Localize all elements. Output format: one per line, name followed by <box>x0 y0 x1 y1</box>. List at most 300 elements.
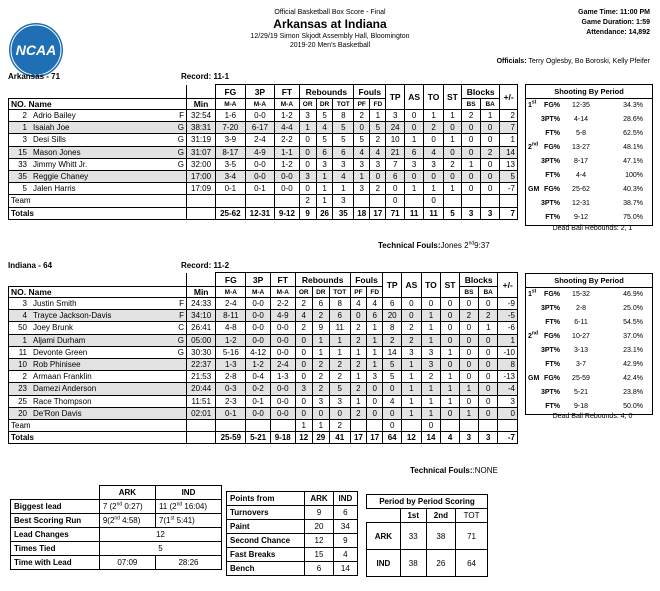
cell: 1 <box>421 322 441 334</box>
indiana-period-shooting <box>525 273 653 415</box>
cell: 1 <box>367 346 383 358</box>
technical-fouls <box>378 241 490 250</box>
cell: 1-6 <box>216 110 246 122</box>
stat-label: FG% <box>544 333 560 340</box>
points-from-row <box>227 506 358 520</box>
cell: 1 <box>401 358 421 370</box>
cell: 2-8 <box>216 371 246 383</box>
cell: 17 <box>350 432 366 444</box>
cell: OR <box>295 287 312 298</box>
player-row <box>9 158 518 170</box>
cell: 0 <box>299 134 316 146</box>
jersey-number: 2 <box>22 111 27 121</box>
cell: AS <box>404 85 424 110</box>
cell: 2-4 <box>245 134 275 146</box>
cell: M-A <box>216 287 246 298</box>
player-row <box>9 407 518 419</box>
cell: 3-5 <box>216 158 246 170</box>
cell: 3 <box>480 207 499 219</box>
cell: 2 <box>295 298 312 310</box>
row-label: Fast Breaks <box>227 548 305 562</box>
cell: 5 <box>316 110 333 122</box>
cell: 0 <box>478 346 498 358</box>
cell: 1-3 <box>270 371 295 383</box>
cell: 0 <box>350 310 366 322</box>
cell: 2 <box>480 146 499 158</box>
cell: 1 <box>421 383 441 395</box>
ark-value: 12 <box>305 534 333 548</box>
cell: 5 <box>383 358 402 370</box>
cell: 0 <box>367 383 383 395</box>
cell: 5 <box>443 207 461 219</box>
cell: 1 <box>441 346 460 358</box>
player-name: Devonte Green <box>33 347 88 357</box>
period-row <box>526 288 652 302</box>
jersey-number: 20 <box>18 408 27 418</box>
cell: DR <box>316 99 333 110</box>
player-row <box>9 183 518 195</box>
cell: 4 <box>383 395 402 407</box>
ark-value: 6 <box>305 562 333 576</box>
position: G <box>177 147 184 157</box>
cell: 0 <box>459 395 478 407</box>
cell: 12-31 <box>245 207 275 219</box>
game-duration: Game Duration: 1:59 <box>581 19 650 26</box>
cell: 0-1 <box>216 183 246 195</box>
position: G <box>177 123 184 133</box>
cell: 0 <box>404 122 424 134</box>
cell: 0 <box>459 371 478 383</box>
cell: FD <box>370 99 386 110</box>
cell: 5-16 <box>216 346 246 358</box>
cell: TP <box>386 85 404 110</box>
cell: 5 <box>383 371 402 383</box>
cell: 21:53 <box>187 371 216 383</box>
date-venue: 12/29/19 Simon Skjodt Assembly Hall, Bloomington <box>250 33 410 40</box>
cell: 5 <box>333 122 354 134</box>
cell: 1 <box>478 322 498 334</box>
cell: +/- <box>500 85 518 110</box>
cell: 0-0 <box>246 298 271 310</box>
cell: 30:30 <box>187 346 216 358</box>
cell: 4-4 <box>275 122 299 134</box>
cell: 1 <box>480 110 499 122</box>
arkansas-teamline <box>8 72 508 84</box>
cell: 3 <box>354 183 370 195</box>
team-record: Record: 11-1 <box>181 72 230 81</box>
stat-label: 3PT% <box>540 347 560 354</box>
row-label: Times Tied <box>11 542 100 556</box>
stat-ma: 4-14 <box>573 116 588 123</box>
matchup-title: Arkansas at Indiana <box>273 17 387 31</box>
col-name: NO. Name <box>9 287 187 298</box>
cell: 2 <box>401 322 421 334</box>
scoring-run-ark: 9(2nd 4:58) <box>99 514 155 528</box>
cell: 8 <box>383 322 402 334</box>
cell: BS <box>462 99 481 110</box>
row-label: Second Chance <box>227 534 305 548</box>
biggest-lead-ind: 11 (2nd 16:04) <box>155 500 221 514</box>
col-1st: 1st <box>400 509 426 523</box>
cell: 0 <box>480 170 499 182</box>
cell: 3 <box>421 346 441 358</box>
cell: 3 <box>370 158 386 170</box>
cell: 0 <box>459 346 478 358</box>
cell: M-A <box>245 99 275 110</box>
cell: 1 <box>443 110 461 122</box>
cell: 10 <box>386 134 404 146</box>
cell: 3 <box>462 207 481 219</box>
cell: 1 <box>421 310 441 322</box>
cell: 4 <box>316 122 333 134</box>
cell: 0 <box>424 170 443 182</box>
cell: 1 <box>401 371 421 383</box>
cell: 0 <box>421 298 441 310</box>
cell: 6 <box>383 298 402 310</box>
cell: 6-17 <box>245 122 275 134</box>
cell: 2 <box>329 419 350 431</box>
player-row <box>9 322 518 334</box>
cell: BS <box>459 287 478 298</box>
stat-label: FT% <box>545 214 560 221</box>
stat-label: 3PT% <box>540 116 560 123</box>
cell: 3 <box>299 110 316 122</box>
cell: 1 <box>441 395 460 407</box>
cell: 1 <box>459 407 478 419</box>
position: F <box>179 299 184 309</box>
stat-pct: 46.9% <box>623 291 643 298</box>
cell: 5 <box>354 134 370 146</box>
ark-value: 15 <box>305 548 333 562</box>
cell: 0 <box>478 383 498 395</box>
cell: 25-59 <box>216 432 246 444</box>
totals-row <box>9 207 518 219</box>
period-label: 1st <box>528 288 537 298</box>
points-from-row <box>227 548 358 562</box>
player-row <box>9 134 518 146</box>
cell: 4-12 <box>246 346 271 358</box>
cell: 1 <box>404 134 424 146</box>
cell: 9 <box>312 322 329 334</box>
period-row <box>526 386 652 400</box>
cell: 2 <box>370 183 386 195</box>
cell: FD <box>367 287 383 298</box>
stat-pct: 50.0% <box>623 403 643 410</box>
header-ark: ARK <box>99 486 155 500</box>
cell: 9-12 <box>275 207 299 219</box>
cell: Blocks <box>462 85 500 99</box>
position: G <box>177 347 184 357</box>
cell: 1-3 <box>216 358 246 370</box>
technical-label: Technical Fouls: <box>378 241 441 250</box>
cell: 1 <box>404 183 424 195</box>
cell: 1-2 <box>275 158 299 170</box>
cell: 0 <box>401 310 421 322</box>
cell: 1 <box>401 407 421 419</box>
cell: 2 <box>500 110 518 122</box>
ark-value: 20 <box>305 520 333 534</box>
technical-value: Jones 2nd9:37 <box>440 240 490 250</box>
cell: 8 <box>329 298 350 310</box>
period-box-title: Shooting By Period <box>526 274 652 288</box>
period-row <box>526 169 652 183</box>
stat-label: 3PT% <box>540 200 560 207</box>
team-label: Indiana - 64 <box>8 261 53 270</box>
cell: 7-20 <box>216 122 246 134</box>
cell: 1 <box>312 334 329 346</box>
cell: 2 <box>350 358 366 370</box>
cell: 4 <box>295 310 312 322</box>
technical-value: :NONE <box>472 466 498 475</box>
cell: 2 <box>424 122 443 134</box>
cell: AS <box>401 273 421 298</box>
cell: 2 <box>312 383 329 395</box>
cell: 9-18 <box>270 432 295 444</box>
cell: FG <box>216 273 246 287</box>
player-name: Race Thompson <box>33 396 92 406</box>
points-from-row <box>227 534 358 548</box>
cell: 1 <box>350 395 366 407</box>
position: C <box>178 323 184 333</box>
cell: 0 <box>299 146 316 158</box>
cell: 1 <box>459 383 478 395</box>
cell: 14 <box>421 432 441 444</box>
cell: 3 <box>478 432 498 444</box>
cell: 17 <box>370 207 386 219</box>
cell: 35 <box>333 207 354 219</box>
col-name: NO. Name <box>9 99 187 110</box>
cell: 1 <box>312 346 329 358</box>
stat-label: FG% <box>544 102 560 109</box>
period-row <box>526 99 652 113</box>
cell: 0-0 <box>245 158 275 170</box>
jersey-number: 4 <box>22 311 27 321</box>
col-2nd: 2nd <box>426 509 456 523</box>
cell: 2 <box>459 310 478 322</box>
cell: 6 <box>333 146 354 158</box>
stat-pct: 38.7% <box>623 200 643 207</box>
cell: 0-0 <box>270 346 295 358</box>
period-row <box>526 358 652 372</box>
cell: 7 <box>386 158 404 170</box>
cell: 3 <box>354 158 370 170</box>
cell: 0-0 <box>246 334 271 346</box>
cell: 0 <box>441 334 460 346</box>
team-row <box>9 195 518 207</box>
period-label: 2nd <box>528 330 539 340</box>
cell: 0 <box>295 334 312 346</box>
period-row <box>526 155 652 169</box>
ind-tot: 64 <box>456 550 488 577</box>
cell: 3 <box>316 158 333 170</box>
row-label: Turnovers <box>227 506 305 520</box>
player-name-cell <box>9 134 187 146</box>
cell: 17:00 <box>187 170 216 182</box>
player-name-cell <box>9 183 187 195</box>
cell: 5 <box>370 122 386 134</box>
cell: 0 <box>386 183 404 195</box>
period-box-title: Shooting By Period <box>526 85 652 99</box>
cell: 8-11 <box>216 310 246 322</box>
cell: 0-0 <box>270 334 295 346</box>
period-row <box>526 141 652 155</box>
cell: 7 <box>500 122 518 134</box>
cell: PF <box>350 287 366 298</box>
cell: 0-0 <box>275 183 299 195</box>
team-label: Team <box>9 419 187 431</box>
season: 2019-20 Men's Basketball <box>289 42 371 49</box>
jersey-number: 35 <box>18 172 27 182</box>
cell: 0 <box>443 146 461 158</box>
cell: 0 <box>383 419 402 431</box>
ind-value: 9 <box>333 534 357 548</box>
cell: 6 <box>316 146 333 158</box>
period-row <box>526 400 652 414</box>
cell: 1 <box>441 383 460 395</box>
cell: DR <box>312 287 329 298</box>
cell: 6 <box>386 170 404 182</box>
cell: 0 <box>443 122 461 134</box>
player-row <box>9 346 518 358</box>
cell: 0 <box>462 170 481 182</box>
time-lead-ark: 07:09 <box>99 556 155 570</box>
cell: 3 <box>329 395 350 407</box>
stat-label: FG% <box>544 144 560 151</box>
cell: 05:00 <box>187 334 216 346</box>
period-row <box>526 330 652 344</box>
cell: 1 <box>421 334 441 346</box>
player-name: Justin Smith <box>33 299 77 309</box>
period-row <box>526 197 652 211</box>
col-min: Min <box>187 99 216 110</box>
ind-value: 4 <box>333 548 357 562</box>
cell: 22:37 <box>187 358 216 370</box>
stat-pct: 42.9% <box>623 361 643 368</box>
jersey-number: 1 <box>22 123 27 133</box>
stat-label: FG% <box>544 375 560 382</box>
player-name: Desi Sills <box>33 135 66 145</box>
stat-ma: 3-13 <box>573 347 588 354</box>
cell: 1 <box>498 334 518 346</box>
stat-ma: 5-21 <box>573 389 588 396</box>
header-ind: IND <box>155 486 221 500</box>
cell: 0 <box>367 407 383 419</box>
cell: 0 <box>443 170 461 182</box>
cell: 1 <box>350 371 366 383</box>
biggest-lead-ark: 7 (2nd 0:27) <box>99 500 155 514</box>
cell: 3 <box>295 383 312 395</box>
totals-row <box>9 432 518 444</box>
cell: 1-2 <box>246 358 271 370</box>
cell: 0 <box>386 195 404 207</box>
row-label: Lead Changes <box>11 528 100 542</box>
player-name: Trayce Jackson-Davis <box>33 311 112 321</box>
cell: -7 <box>500 183 518 195</box>
cell: 0 <box>478 298 498 310</box>
cell: 2 <box>350 322 366 334</box>
player-name: Rob Phinisee <box>33 360 81 370</box>
cell: 0 <box>441 407 460 419</box>
cell: 31:19 <box>187 134 216 146</box>
points-from-row <box>227 562 358 576</box>
totals-label: Totals <box>9 207 187 219</box>
cell: 11 <box>424 207 443 219</box>
cell: 17:09 <box>187 183 216 195</box>
cell: 2 <box>312 371 329 383</box>
position: G <box>177 135 184 145</box>
player-name-cell <box>9 322 187 334</box>
row-label: Time with Lead <box>11 556 100 570</box>
player-name-cell <box>9 122 187 134</box>
cell: TO <box>421 273 441 298</box>
ind-p2: 26 <box>426 550 456 577</box>
cell: 18 <box>354 207 370 219</box>
cell: 0-0 <box>270 322 295 334</box>
cell: 34:10 <box>187 310 216 322</box>
cell: 1-1 <box>275 146 299 158</box>
cell: 2 <box>329 371 350 383</box>
cell: TOT <box>333 99 354 110</box>
points-from-table <box>226 491 358 576</box>
cell: 2-2 <box>270 298 295 310</box>
team-record: Record: 11-2 <box>181 261 230 270</box>
cell: 0 <box>329 407 350 419</box>
cell: 0 <box>424 134 443 146</box>
cell: TO <box>424 85 443 110</box>
stat-ma: 10-27 <box>572 333 590 340</box>
player-row <box>9 383 518 395</box>
cell: 0 <box>367 395 383 407</box>
technical-label: Technical Fouls: <box>410 466 473 475</box>
player-row <box>9 310 518 322</box>
ark-value: 9 <box>305 506 333 520</box>
cell: 0 <box>441 310 460 322</box>
cell: 0 <box>459 298 478 310</box>
cell: Rebounds <box>299 85 354 99</box>
doc-title: Official Basketball Box Score - Final <box>274 9 386 16</box>
times-tied: 5 <box>99 542 221 556</box>
cell: 4 <box>370 146 386 158</box>
officials-line <box>497 58 650 65</box>
indiana-box-score <box>8 272 518 444</box>
cell: 4-8 <box>216 322 246 334</box>
jersey-number: 25 <box>18 396 27 406</box>
cell: 2 <box>350 334 366 346</box>
cell: 5 <box>333 134 354 146</box>
stat-label: FG% <box>544 291 560 298</box>
player-name: Jimmy Whitt Jr. <box>33 159 88 169</box>
cell: 3 <box>312 395 329 407</box>
cell: 6 <box>329 310 350 322</box>
jersey-number: 15 <box>18 147 27 157</box>
cell: 4 <box>350 298 366 310</box>
cell: OR <box>299 99 316 110</box>
cell: 0 <box>462 146 481 158</box>
stat-pct: 47.1% <box>623 158 643 165</box>
cell: 1 <box>443 183 461 195</box>
cell: 2 <box>354 110 370 122</box>
ind-value: 34 <box>333 520 357 534</box>
game-summary-table <box>10 485 222 570</box>
cell: 1 <box>401 383 421 395</box>
cell: 31:07 <box>187 146 216 158</box>
cell: 3P <box>246 273 271 287</box>
stat-ma: 9-12 <box>573 214 588 221</box>
cell: 1 <box>329 334 350 346</box>
stat-pct: 48.1% <box>623 144 643 151</box>
cell: 14 <box>383 346 402 358</box>
cell: 0 <box>478 371 498 383</box>
